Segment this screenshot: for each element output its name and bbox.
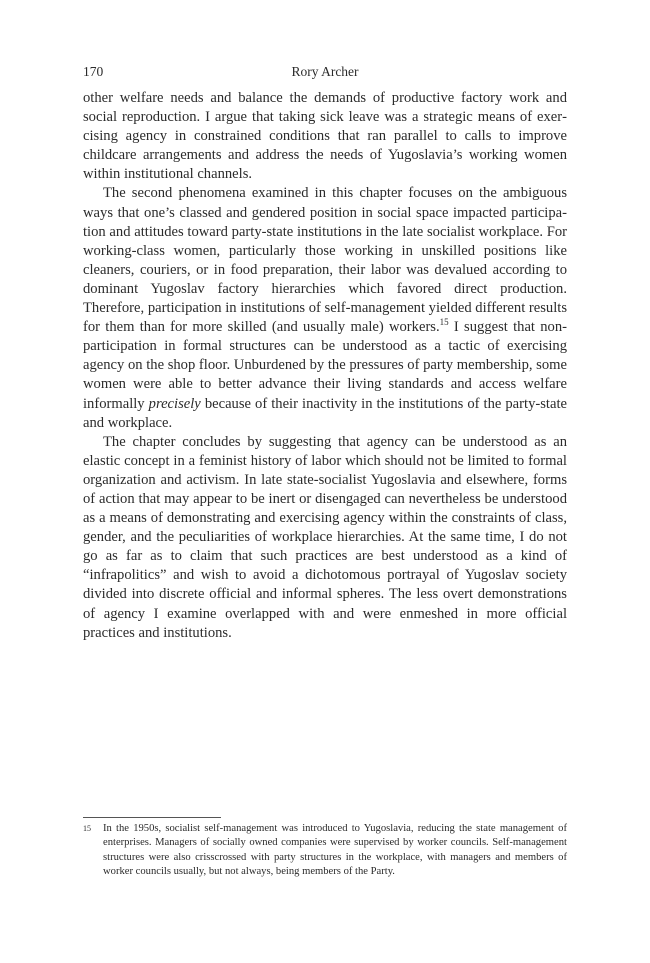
- footnote-divider: [83, 817, 221, 818]
- emphasis-text: precisely: [148, 395, 201, 412]
- paragraph-second-phenomena: [83, 184, 567, 432]
- paragraph-conclusion: The chapter concludes by suggesting that agency can be understood as an elastic concept in a feminist history of labor which should not be limited to formal organization and activism. In late state-socialist Yugoslavia and elsewhere, forms of action that may appear to be inert or disengaged can nevertheless be understood as a means of demonstrating and exercising agency within the constraints of class, gender, and the peculiarities of workplace hierarchies. At the same time, I do not go as far as to claim that such practices are best understood as a kind of “infrapolitics” and wish to avoid a dichotomous portrayal of Yugoslav society divided into discrete official and informal spheres. The less overt demonstrations of agency I examine overlapped with and were enmeshed in more official practices and institutions.: [83, 433, 567, 641]
- footnote-reference[interactable]: 15: [439, 317, 449, 328]
- running-head-author: Rory Archer: [291, 64, 359, 79]
- footnote-text: In the 1950s, socialist self-management was introduced to Yugoslavia, reducing the state management of enterprises. Managers of socially owned companies were supervised by worker councils. Self-management structures were also crisscrossed with party structures in the workplace, with managers and members of worker councils usually, but not always, being members of the Party.: [103, 823, 567, 877]
- paragraph-text: The second phenomena examined in this chapter focuses on the ambiguous ways that one’s classed and gendered position in social space impacted participation and attitudes toward party-state institutions in the late socialist workplace. For working-class women, particularly those working in unskilled positions like cleaners, couriers, or in food preparation, their labor was devalued according to dominant Yugoslav factory hierarchies which favored direct production. Therefore, participation in institutions of self-management yielded different results for them than for more skilled (and usually male) workers.: [83, 185, 568, 336]
- paragraph-text: I suggest that non-participation in formal structures can be understood as a tactic of exercising agency on the shop floor. Unburdened by the pressures of party membership, some women were able to better advance their living standards and access welfare informally: [83, 319, 567, 412]
- body-text: [83, 89, 567, 643]
- footnote: [83, 822, 567, 879]
- paragraph-continued: other welfare needs and balance the demands of productive factory work and social reproduction. I argue that taking sick leave was a strategic means of exercising agency in constrained conditions that ran parallel to calls to improve childcare arrangements and address the needs of Yugoslavia’s working women within institutional channels.: [83, 90, 567, 183]
- running-header: [83, 64, 567, 84]
- paragraph-text: because of their inactivity in the institutions of the party-state and workplace.: [83, 395, 567, 431]
- footnote-number: 15: [83, 824, 91, 833]
- page-number: 170: [83, 64, 104, 79]
